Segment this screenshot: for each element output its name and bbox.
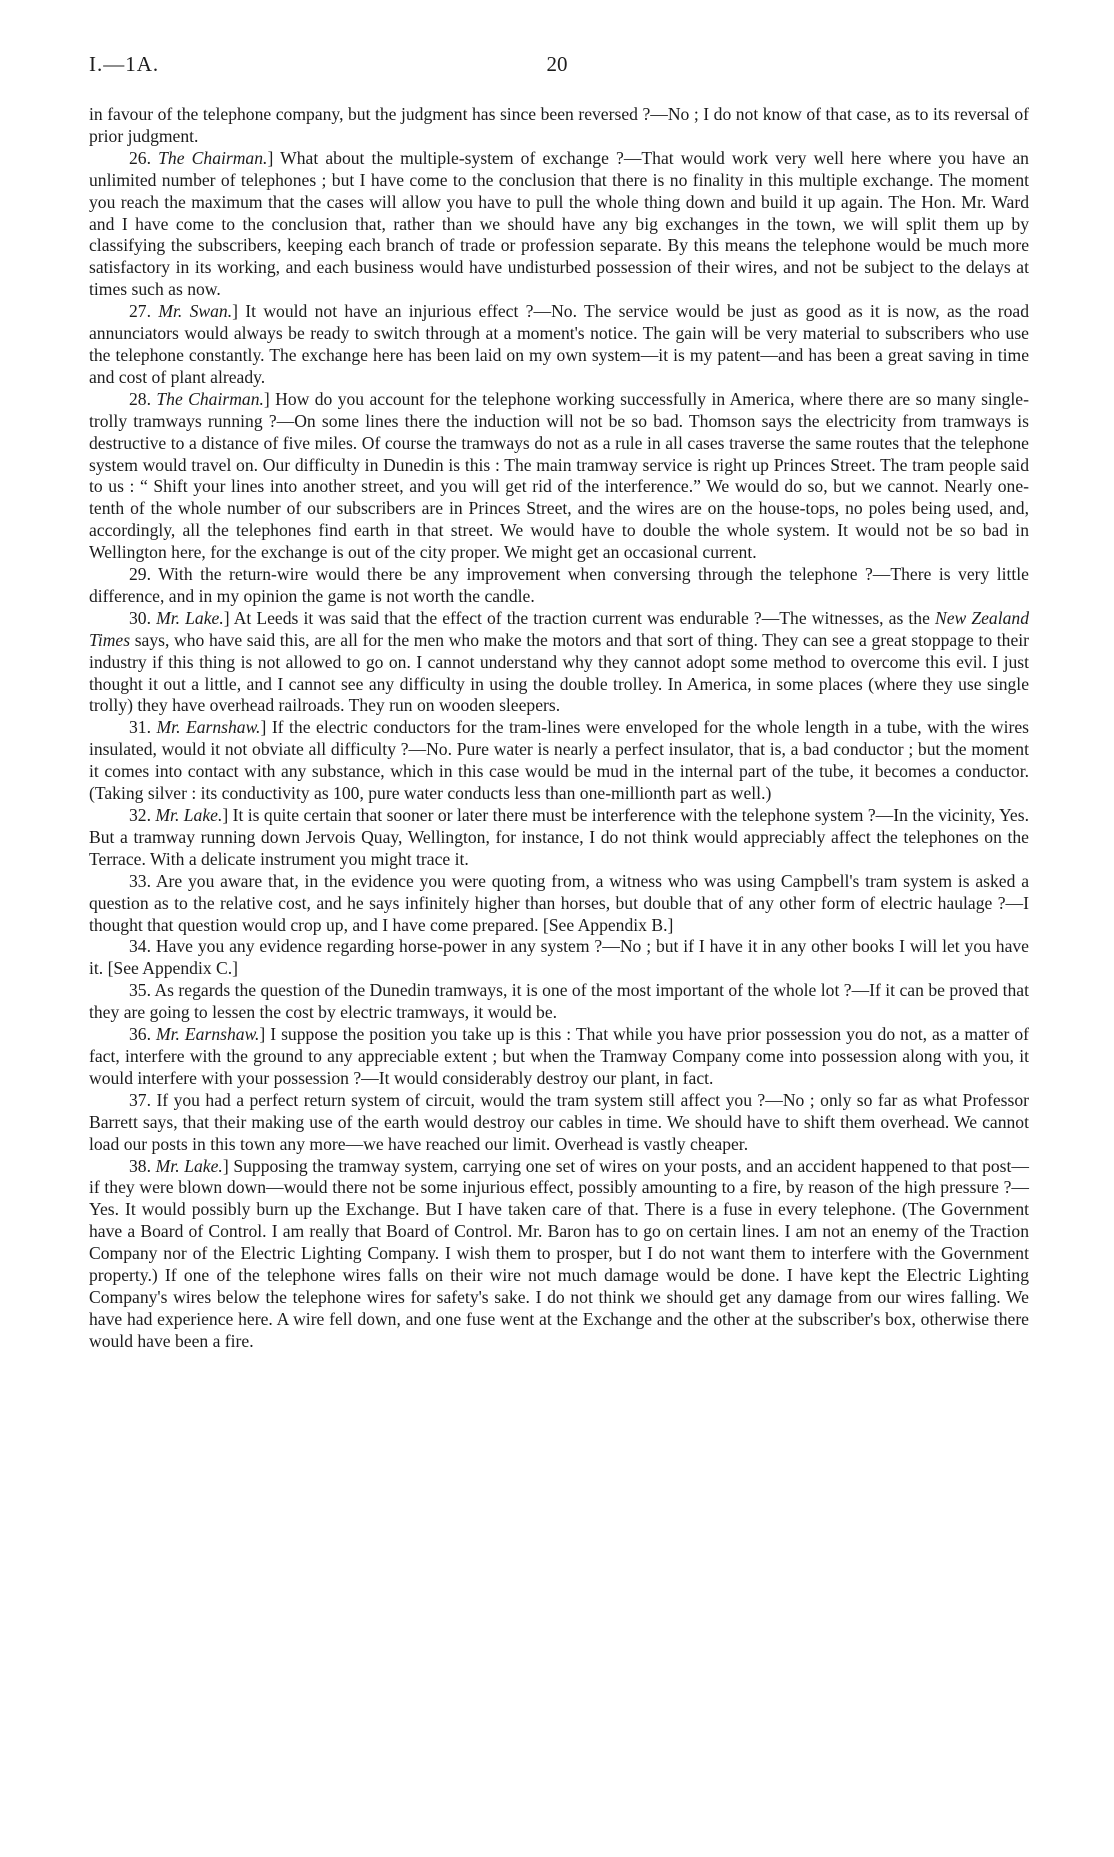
- paragraph-37: 37. If you had a perfect return system of circuit, would the tram system still affect you ?—No ; only so far as what Professor Barrett says, that their making use of the earth would destroy our cables in time. We should have to shift them overhead. We cannot load our posts in this town any more—we have reached our limit. Overhead is vastly cheaper.: [89, 1089, 1029, 1154]
- paragraph-34: 34. Have you any evidence regarding horse-power in any system ?—No ; but if I have it in any other books I will let you have it. [See Appendix C.]: [89, 936, 1029, 979]
- paragraph-26: 26. The Chairman.] What about the multiple-system of exchange ?—That would work very well here where you have an unlimited number of telephones ; but I have come to the conclusion that there is no finality in this multiple exchange. The moment you reach the maximum that the cases will allow you have to pull the whole thing down and build it up again. The Hon. Mr. Ward and I have come to the conclusion that, rather than we should have any big exchanges in the town, we will split them up by classifying the subscribers, keeping each branch of trade or profession separate. By this means the telephone would be much more satisfactory in its working, and each business would have undisturbed possession of their wires, and not be subject to the delays at times such as now.: [89, 147, 1029, 300]
- speaker: Mr. Earnshaw.: [156, 717, 261, 738]
- speaker: Mr. Earnshaw.: [156, 1024, 260, 1045]
- paragraph-36: 36. Mr. Earnshaw.] I suppose the position you take up is this : That while you have prior possession you do not, as a matter of fact, interfere with the ground to any appreciable extent ; but when the Tramway Company come into possession along with you, it would interfere with your possession ?—It would considerably destroy our plant, in fact.: [89, 1024, 1029, 1088]
- speaker: Mr. Lake.: [155, 1155, 223, 1176]
- paragraph-32: 32. Mr. Lake.] It is quite certain that sooner or later there must be interference with the telephone system ?—In the vicinity, Yes. But a tramway running down Jervois Quay, Wellington, for instance, I do not think would appreciably affect the telephones on the Terrace. With a delicate instrument you might trace it.: [89, 805, 1029, 869]
- page-number: 20: [546, 52, 568, 76]
- speaker: Mr. Lake.: [156, 607, 224, 628]
- paragraph-38: 38. Mr. Lake.] Supposing the tramway system, carrying one set of wires on your posts, and an accident happened to that post—if they were blown down—would there not be some injurious effect, possibly amounting to a fire, by reason of the high pressure ?—Yes. It would possibly burn up the Exchange. But I have taken care of that. There is a fuse in every telephone. (The Government have a Board of Control. I am really that Board of Control. Mr. Baron has to go on certain lines. I am not an enemy of the Traction Company nor of the Electric Lighting Company. I wish them to prosper, but I do not want them to interfere with the Government property.) If one of the telephone wires falls on their wire not much damage would be done. I have kept the Electric Lighting Company's wires below the telephone wires for safety's sake. I do not think we should get any damage from our wires falling. We have had experience here. A wire fell down, and one fuse went at the Exchange and the other at the subscriber's box, otherwise there would have been a fire.: [89, 1155, 1030, 1351]
- paragraph-35: 35. As regards the question of the Dunedin tramways, it is one of the most important of the whole lot ?—If it can be proved that they are going to lessen the cost by electric tramways, it would be.: [89, 980, 1029, 1023]
- newspaper-title: New Zealand Times: [89, 607, 1029, 650]
- body-text: [89, 104, 1029, 1353]
- speaker: The Chairman.: [158, 147, 268, 168]
- paragraph-31: 31. Mr. Earnshaw.] If the electric conductors for the tram-lines were enveloped for the whole length in a tube, with the wires insulated, would it not obviate all difficulty ?—No. Pure water is nearly a perfect insulator, that is, a bad conductor ; but the moment it comes into contact with any substance, which in this case would be mud in the internal part of the tube, it becomes a conductor. (Taking silver : its conductivity as 100, pure water conducts less than one-millionth part as well.): [89, 717, 1029, 804]
- paragraph-continuation: in favour of the telephone company, but the judgment has since been reversed ?—No ; I do not know of that case, as to its reversal of prior judgment.: [89, 104, 1029, 146]
- speaker: Mr. Swan.: [158, 301, 233, 322]
- paragraph-33: 33. Are you aware that, in the evidence you were quoting from, a witness who was using Campbell's tram system is asked a question as to the relative cost, and he says infinitely higher than horses, but double that of any other form of electric haulage ?—I thought that question would crop up, and I have come prepared. [See Appendix B.]: [89, 870, 1030, 935]
- speaker: Mr. Lake.: [155, 805, 223, 825]
- paragraph-29: 29. With the return-wire would there be any improvement when conversing through the telephone ?—There is very little difference, and in my opinion the game is not worth the candle.: [89, 564, 1029, 606]
- paragraph-28: 28. The Chairman.] How do you account for the telephone working successfully in America, where there are so many single-trolly tramways running ?—On some lines there the induction will not be so bad. Thomson says the electricity from tramways is destructive to a distance of five miles. Of course the tramways do not as a rule in all cases traverse the same routes that the telephone system would travel on. Our difficulty in Dunedin is this : The main tramway service is right up Princes Street. The tram people said to us : “ Shift your lines into another street, and you will get rid of the interference.” We would do so, but we cannot. Nearly one-tenth of the whole number of our subscribers are in Princes Street, and the wires are on the house-tops, no poles being used, and, accordingly, all the telephones find earth in that street. We would have to double the whole system. It would not be so bad in Wellington here, for the exchange is out of the city proper. We might get an occasional current.: [89, 388, 1029, 563]
- page-header: [0, 52, 1114, 82]
- document-reference: I.—1A.: [89, 52, 160, 76]
- speaker: The Chairman.: [156, 388, 264, 409]
- paragraph-30: 30. Mr. Lake.] At Leeds it was said that the effect of the traction current was endurable ?—The witnesses, as the New Zealand Times says, who have said this, are all for the men who make the motors and that sort of thing. They can see a great stoppage to their industry if this thing is not allowed to go on. I cannot understand why they cannot adopt some method to overcome this evil. I just thought it out a little, and I cannot see any difficulty in using the double trolley. In America, in some places (where they use single trolly) they have overhead railroads. They run on wooden sleepers.: [89, 607, 1029, 716]
- paragraph-27: 27. Mr. Swan.] It would not have an injurious effect ?—No. The service would be just as good as it is now, as the road annunciators would always be ready to switch through at a moment's notice. The gain will be very material to subscribers who use the telephone constantly. The exchange here has been laid on my own system—it is my patent—and has been a great saving in time and cost of plant already.: [89, 301, 1030, 387]
